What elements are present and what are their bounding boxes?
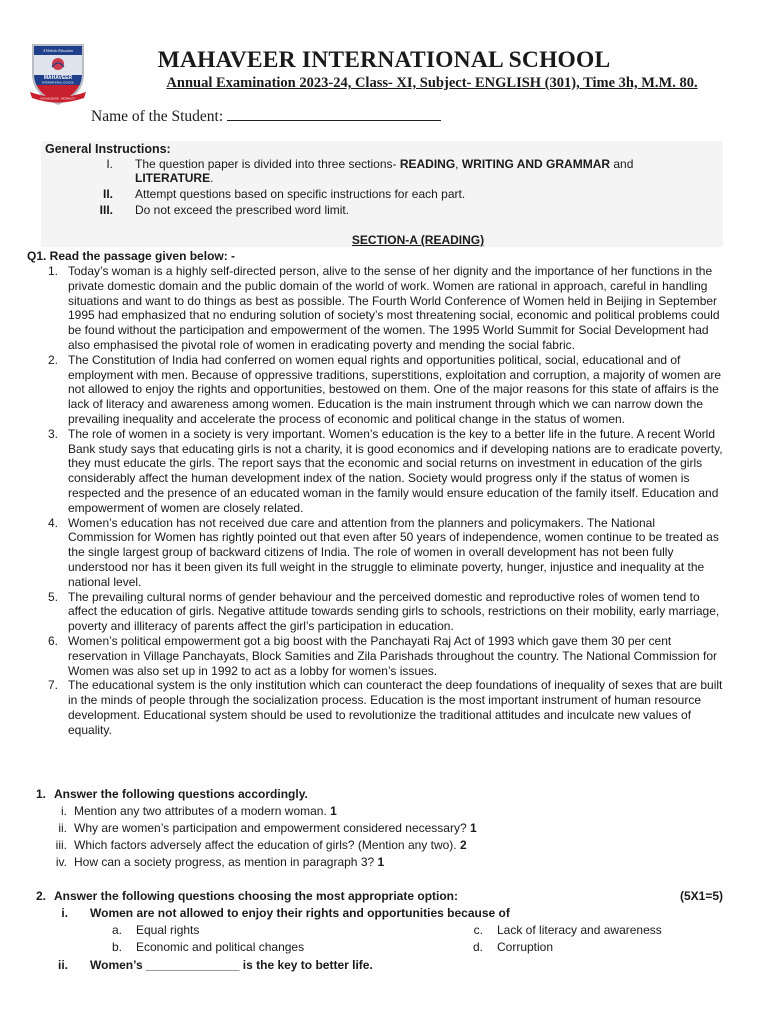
passage-paragraph [18, 590, 723, 634]
option-letter: a. [111, 923, 122, 937]
question-number: 2. [35, 889, 46, 903]
paragraph-number: 3. [47, 426, 58, 441]
paragraph-text: Women’s political empowerment got a big boost with the Panchayati Raj Act of 1993 which gave them 30 per cent reservation in Village Panchayats, Block Samities and Zila Parishads throughout the country. The National Commission for Women was also set up in 1992 to act as a lobby for women’s issues. [68, 633, 717, 678]
option-text: Corruption [497, 940, 554, 954]
item-marks: 1 [469, 821, 477, 835]
item-marks: 1 [330, 804, 337, 818]
instruction-number: III. [99, 203, 113, 217]
question-number: 1. [35, 787, 46, 801]
paragraph-number: 2. [47, 352, 58, 367]
instruction-item: The question paper is divided into three sections- READING, WRITING AND GRAMMAR and LITERATURE. [135, 157, 634, 185]
passage-paragraph [18, 678, 723, 737]
passage-paragraph [18, 634, 723, 678]
section-literature-label: LITERATURE [135, 171, 211, 185]
paragraph-number: 1. [47, 264, 58, 278]
student-name-field[interactable] [91, 108, 441, 126]
instruction-item: Do not exceed the prescribed word limit. [135, 203, 350, 217]
section-title: SECTION-A (READING) [351, 233, 485, 247]
paragraph-number: 6. [47, 633, 58, 648]
student-name-blank[interactable] [227, 108, 441, 121]
option-letter: c. [473, 923, 483, 937]
passage-paragraph [18, 516, 723, 590]
question2-marks: (5X1=5) [679, 889, 723, 903]
section-reading-label: READING [399, 157, 456, 171]
paragraph-number: 4. [47, 515, 58, 530]
option-text: Equal rights [136, 923, 200, 937]
instructions-heading: General Instructions: [45, 142, 171, 156]
item-text: How can a society progress, as mention in paragraph 3? [74, 855, 378, 869]
paragraph-text: The prevailing cultural norms of gender behaviour and the perceived domestic and reproductive roles of women tend to affect the education of girls. Negative attitude towards sending girls to schools, restrictions on their mobility, early marriage, poverty and illiteracy of parents affect the girl’s participation in education. [68, 589, 720, 634]
question1-heading: Answer the following questions accordingly. [54, 787, 308, 801]
passage-paragraph [18, 353, 723, 427]
q1-heading: Q1. Read the passage given below: - [27, 249, 236, 263]
logo-top-text: A Holistic Education [42, 49, 74, 53]
paragraph-text: Today’s woman is a highly self-directed person, alive to the sense of her dignity and the importance of her functions in the private domestic domain and the public domain of the world of work. Women are rational in approach, careful in handling situations and want to do things as best as possible. The Fourth World Conference of Women held in Beijing in September 1995 had emphasized that no enduring solution of society’s most threatening social, economic and political problems could be found without the participation and empowerment of the women. The 1995 World Summit for Social Development had also emphasised the pivotal role of women in eradicating poverty and mending the social fabric. [68, 264, 720, 352]
question2-heading: Answer the following questions choosing the most appropriate option: [54, 889, 459, 903]
paragraph-number: 5. [47, 589, 58, 604]
paragraph-text: The role of women in a society is very important. Women’s education is the key to a better life in the future. A recent World Bank study says that educating girls is not a charity, it is good economics and if developing nations are to eradicate poverty, they must educate the girls. The report says that the economic and social returns on investment in education of the girls considerably affect the human development index of the nation. Society would progress only if the status of women is respected and the presence of an educated woman in the family would ensure education of the family itself. Education and empowerment of women are closely related. [68, 426, 723, 515]
paragraph-text: Women’s education has not received due care and attention from the planners and policymakers. The National Commission for Women has rightly pointed out that even after 50 years of independence, women continue to be treated as the single largest group of backward citizens of India. The role of women in overall development has not been fully understood nor has it been given its full weight in the struggle to eliminate poverty, hunger, injustice and inequality at the national level. [68, 515, 719, 589]
item-number: i. [61, 804, 67, 818]
student-name-label: Name of the Student: [91, 108, 224, 125]
option-letter: b. [111, 940, 122, 954]
item-number: ii. [57, 958, 68, 972]
paragraph-text: The educational system is the only institution which can counteract the deep foundations of inequality of sexes that are built in the minds of people through the socialization process. Education is the most important instrument of human resource development. Educational system should be used to revolutionize the traditional attitudes and inculcate new values of equality. [68, 678, 723, 737]
item-text: Why are women’s participation and empowerment considered necessary? [74, 821, 470, 835]
item-text: Which factors adversely affect the education of girls? (Mention any two). [74, 838, 460, 852]
logo-sub-text: INTERNATIONAL SCHOOL [41, 81, 75, 85]
logo-name-text: MAHAVEER [43, 75, 73, 81]
item-number: i. [61, 906, 68, 920]
item-number: ii. [58, 821, 67, 835]
reading-passage [18, 264, 723, 738]
instruction-item: Attempt questions based on specific instructions for each part. [135, 187, 466, 201]
item-marks: 2 [459, 838, 467, 852]
item-text: Mention any two attributes of a modern woman. [74, 804, 331, 818]
option-letter: d. [472, 940, 483, 954]
mcq-question-text: Women’s ______________ is the key to better life. [90, 958, 373, 972]
mcq-question-text: Women are not allowed to enjoy their rights and opportunities because of [90, 906, 510, 920]
logo-ribbon-text: KNOWLEDGE · MORALITY [40, 96, 76, 101]
passage-paragraph [18, 264, 723, 353]
item-marks: 1 [377, 855, 385, 869]
paragraph-number: 7. [47, 678, 58, 693]
passage-paragraph [18, 427, 723, 516]
option-text: Economic and political changes [136, 940, 305, 954]
item-number: iv. [55, 855, 67, 869]
exam-details: Annual Examination 2023-24, Class- XI, Subject- ENGLISH (301), Time 3h, M.M. 80. [166, 75, 698, 91]
paragraph-text: The Constitution of India had conferred on women equal rights and opportunities political, social, educational and of employment with men. Because of oppressive traditions, superstitions, exploitation and corruption, a majority of women are not allowed to enjoy the rights and opportunities, bestowed on them. One of the major reasons for this state of affairs is the lack of literacy and awareness among women. Education is the main instrument through which we can narrow down the prevailing inequality and accelerate the process of economic and political change in the status of women. [68, 352, 721, 426]
instruction-number: II. [102, 187, 113, 201]
option-text: Lack of literacy and awareness [497, 923, 662, 937]
instruction-number: I. [106, 157, 113, 171]
section-writing-label: WRITING AND GRAMMAR [461, 157, 611, 171]
item-number: iii. [55, 838, 67, 852]
school-name: MAHAVEER INTERNATIONAL SCHOOL [157, 47, 611, 73]
